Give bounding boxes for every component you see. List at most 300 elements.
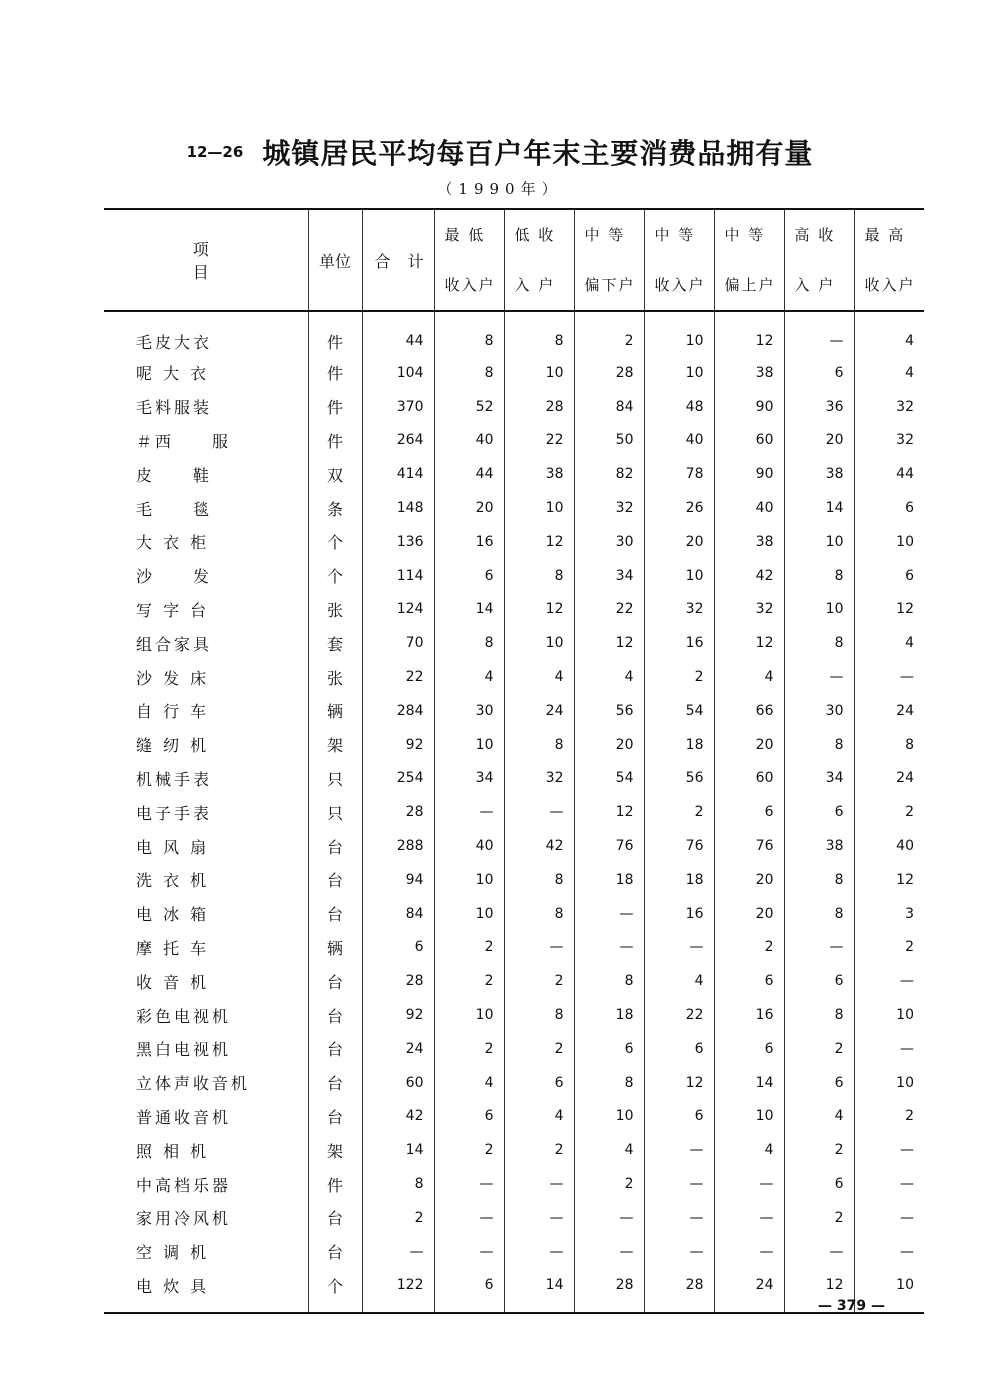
header-lower-middle-income bbox=[574, 209, 644, 311]
item-value: 18 bbox=[644, 863, 714, 897]
header-line2: 偏下户 bbox=[584, 276, 636, 294]
table-row bbox=[104, 1235, 924, 1269]
item-value: 82 bbox=[574, 457, 644, 491]
item-value: 18 bbox=[574, 863, 644, 897]
item-value: — bbox=[574, 1235, 644, 1269]
item-total: 414 bbox=[362, 457, 434, 491]
item-value: — bbox=[784, 931, 854, 965]
item-name: 电子手表 bbox=[136, 803, 213, 823]
item-value: 2 bbox=[854, 795, 924, 829]
item-total: 24 bbox=[362, 1032, 434, 1066]
item-total: 136 bbox=[362, 525, 434, 559]
item-value: 24 bbox=[854, 694, 924, 728]
item-value: 10 bbox=[434, 728, 504, 762]
item-total: 28 bbox=[362, 795, 434, 829]
item-value: 12 bbox=[854, 863, 924, 897]
item-value: 38 bbox=[784, 457, 854, 491]
item-value: 2 bbox=[504, 1032, 574, 1066]
item-value: 2 bbox=[644, 795, 714, 829]
item-name: 家用冷风机 bbox=[136, 1209, 232, 1229]
header-line2: 收入户 bbox=[444, 276, 496, 294]
item-value: — bbox=[784, 660, 854, 694]
item-unit: 只 bbox=[308, 795, 362, 829]
item-value: 32 bbox=[714, 593, 784, 627]
item-value: 8 bbox=[574, 964, 644, 998]
item-value: 6 bbox=[434, 1100, 504, 1134]
item-unit: 条 bbox=[308, 491, 362, 525]
item-total: 264 bbox=[362, 424, 434, 458]
item-value: 8 bbox=[854, 728, 924, 762]
item-value: 50 bbox=[574, 424, 644, 458]
item-name: 洗 衣 机 bbox=[136, 871, 210, 891]
item-value: 6 bbox=[714, 964, 784, 998]
item-unit: 台 bbox=[308, 1066, 362, 1100]
header-line2: 入 户 bbox=[794, 276, 836, 294]
table-row bbox=[104, 593, 924, 627]
item-value: 48 bbox=[644, 390, 714, 424]
item-value: 2 bbox=[714, 931, 784, 965]
item-value: — bbox=[504, 1167, 574, 1201]
item-value: 28 bbox=[574, 1269, 644, 1314]
item-name: 彩色电视机 bbox=[136, 1006, 232, 1026]
item-total: 104 bbox=[362, 356, 434, 390]
item-value: — bbox=[714, 1201, 784, 1235]
item-unit: 个 bbox=[308, 559, 362, 593]
item-total: 84 bbox=[362, 897, 434, 931]
item-value: — bbox=[644, 1235, 714, 1269]
item-value: 22 bbox=[504, 424, 574, 458]
item-total: 148 bbox=[362, 491, 434, 525]
item-value: 26 bbox=[644, 491, 714, 525]
item-value: 4 bbox=[854, 311, 924, 356]
item-value: 30 bbox=[784, 694, 854, 728]
item-value: — bbox=[504, 1235, 574, 1269]
table-row bbox=[104, 1100, 924, 1134]
item-value: 6 bbox=[784, 964, 854, 998]
item-name: 缝 纫 机 bbox=[136, 736, 210, 756]
header-line1: 最 低 bbox=[444, 226, 486, 244]
item-value: 8 bbox=[504, 998, 574, 1032]
item-value: 20 bbox=[574, 728, 644, 762]
item-value: 40 bbox=[644, 424, 714, 458]
item-name: 大 衣 柜 bbox=[136, 533, 210, 553]
item-value: 4 bbox=[574, 660, 644, 694]
header-line2: 收入户 bbox=[654, 276, 706, 294]
item-value: 20 bbox=[714, 863, 784, 897]
header-line1: 最 高 bbox=[864, 226, 906, 244]
header-highest-income bbox=[854, 209, 924, 311]
item-value: — bbox=[434, 1201, 504, 1235]
item-name: 立体声收音机 bbox=[136, 1074, 251, 1094]
item-value: 12 bbox=[504, 593, 574, 627]
item-total: 122 bbox=[362, 1269, 434, 1314]
item-value: 2 bbox=[434, 1133, 504, 1167]
item-name: 空 调 机 bbox=[136, 1243, 210, 1263]
table-row bbox=[104, 762, 924, 796]
item-value: — bbox=[854, 1032, 924, 1066]
item-value: 6 bbox=[644, 1100, 714, 1134]
item-value: 8 bbox=[504, 897, 574, 931]
item-value: 24 bbox=[714, 1269, 784, 1314]
item-total: 44 bbox=[362, 311, 434, 356]
item-value: 12 bbox=[854, 593, 924, 627]
item-value: 8 bbox=[504, 863, 574, 897]
item-value: 12 bbox=[714, 311, 784, 356]
item-value: 10 bbox=[784, 593, 854, 627]
table-body bbox=[104, 311, 924, 1313]
item-unit: 件 bbox=[308, 390, 362, 424]
header-line1: 高 收 bbox=[794, 226, 836, 244]
item-unit: 台 bbox=[308, 1100, 362, 1134]
item-total: 370 bbox=[362, 390, 434, 424]
item-value: — bbox=[784, 311, 854, 356]
item-value: 6 bbox=[854, 491, 924, 525]
table-row bbox=[104, 998, 924, 1032]
item-value: 16 bbox=[644, 626, 714, 660]
item-value: 20 bbox=[714, 728, 784, 762]
item-unit: 台 bbox=[308, 998, 362, 1032]
item-value: 2 bbox=[854, 1100, 924, 1134]
item-unit: 台 bbox=[308, 897, 362, 931]
header-line1: 中 等 bbox=[724, 226, 766, 244]
item-value: 32 bbox=[854, 390, 924, 424]
item-value: 2 bbox=[784, 1032, 854, 1066]
item-value: 8 bbox=[784, 559, 854, 593]
item-value: 2 bbox=[574, 1167, 644, 1201]
header-line2: 收入户 bbox=[864, 276, 916, 294]
item-value: 4 bbox=[714, 660, 784, 694]
item-value: — bbox=[644, 1133, 714, 1167]
item-value: 6 bbox=[784, 1167, 854, 1201]
item-value: 6 bbox=[644, 1032, 714, 1066]
item-value: 4 bbox=[784, 1100, 854, 1134]
item-value: 10 bbox=[784, 525, 854, 559]
item-unit: 只 bbox=[308, 762, 362, 796]
item-value: 18 bbox=[644, 728, 714, 762]
item-value: 40 bbox=[434, 424, 504, 458]
item-value: — bbox=[574, 1201, 644, 1235]
item-name: 毛皮大衣 bbox=[136, 332, 213, 352]
item-value: — bbox=[504, 931, 574, 965]
table-row bbox=[104, 1167, 924, 1201]
item-name: 电 冰 箱 bbox=[136, 905, 210, 925]
table-row bbox=[104, 694, 924, 728]
item-value: 32 bbox=[644, 593, 714, 627]
consumer-goods-table bbox=[104, 208, 924, 1314]
item-value: 6 bbox=[434, 1269, 504, 1314]
item-value: — bbox=[854, 660, 924, 694]
table-row bbox=[104, 931, 924, 965]
item-value: — bbox=[574, 931, 644, 965]
item-value: 18 bbox=[574, 998, 644, 1032]
item-value: 6 bbox=[714, 1032, 784, 1066]
header-item: 项 目 bbox=[104, 209, 308, 311]
header-total: 合 计 bbox=[362, 209, 434, 311]
table-row bbox=[104, 897, 924, 931]
item-value: 6 bbox=[714, 795, 784, 829]
item-value: — bbox=[434, 1235, 504, 1269]
item-name: 沙 发 bbox=[136, 567, 213, 587]
item-value: 10 bbox=[434, 863, 504, 897]
item-value: 4 bbox=[504, 1100, 574, 1134]
item-unit: 件 bbox=[308, 311, 362, 356]
header-line1: 中 等 bbox=[654, 226, 696, 244]
item-value: 8 bbox=[784, 626, 854, 660]
item-value: 6 bbox=[784, 1066, 854, 1100]
item-value: 60 bbox=[714, 424, 784, 458]
item-total: 284 bbox=[362, 694, 434, 728]
item-unit: 台 bbox=[308, 1032, 362, 1066]
item-value: 20 bbox=[784, 424, 854, 458]
item-value: 42 bbox=[714, 559, 784, 593]
table-title-text: 城镇居民平均每百户年末主要消费品拥有量 bbox=[262, 137, 814, 170]
item-unit: 双 bbox=[308, 457, 362, 491]
table-row bbox=[104, 863, 924, 897]
item-value: 14 bbox=[434, 593, 504, 627]
item-value: 32 bbox=[854, 424, 924, 458]
item-value: — bbox=[434, 795, 504, 829]
item-value: 22 bbox=[574, 593, 644, 627]
item-name: 黑白电视机 bbox=[136, 1040, 232, 1060]
item-value: 52 bbox=[434, 390, 504, 424]
item-unit: 张 bbox=[308, 593, 362, 627]
item-value: — bbox=[644, 1201, 714, 1235]
item-value: — bbox=[434, 1167, 504, 1201]
item-total: 28 bbox=[362, 964, 434, 998]
item-value: 56 bbox=[644, 762, 714, 796]
item-value: 54 bbox=[644, 694, 714, 728]
item-value: — bbox=[574, 897, 644, 931]
table-row bbox=[104, 390, 924, 424]
item-name: 机械手表 bbox=[136, 769, 213, 789]
item-value: 28 bbox=[574, 356, 644, 390]
item-value: 20 bbox=[714, 897, 784, 931]
item-unit: 架 bbox=[308, 728, 362, 762]
item-value: 4 bbox=[854, 626, 924, 660]
item-value: 4 bbox=[714, 1133, 784, 1167]
item-value: 54 bbox=[574, 762, 644, 796]
item-value: 24 bbox=[504, 694, 574, 728]
table-row bbox=[104, 964, 924, 998]
item-total: 92 bbox=[362, 728, 434, 762]
item-value: 6 bbox=[574, 1032, 644, 1066]
item-value: — bbox=[714, 1235, 784, 1269]
item-value: 28 bbox=[644, 1269, 714, 1314]
item-value: 34 bbox=[784, 762, 854, 796]
item-name: 写 字 台 bbox=[136, 600, 210, 620]
item-name: 电 风 扇 bbox=[136, 837, 210, 857]
item-unit: 张 bbox=[308, 660, 362, 694]
item-value: 38 bbox=[784, 829, 854, 863]
header-middle-income bbox=[644, 209, 714, 311]
item-value: 12 bbox=[574, 626, 644, 660]
table-row bbox=[104, 491, 924, 525]
page-number: — 379 — bbox=[818, 1298, 885, 1314]
item-name: 摩 托 车 bbox=[136, 938, 210, 958]
item-unit: 辆 bbox=[308, 694, 362, 728]
item-value: 4 bbox=[504, 660, 574, 694]
item-value: 16 bbox=[644, 897, 714, 931]
item-value: 10 bbox=[504, 626, 574, 660]
item-value: 76 bbox=[644, 829, 714, 863]
item-value: 8 bbox=[504, 728, 574, 762]
item-value: — bbox=[854, 1201, 924, 1235]
item-total: 114 bbox=[362, 559, 434, 593]
item-value: 44 bbox=[434, 457, 504, 491]
item-value: 10 bbox=[644, 356, 714, 390]
table-row bbox=[104, 795, 924, 829]
item-unit: 台 bbox=[308, 863, 362, 897]
item-value: 76 bbox=[574, 829, 644, 863]
table-title bbox=[0, 132, 1000, 172]
item-value: — bbox=[854, 964, 924, 998]
item-value: — bbox=[854, 1235, 924, 1269]
item-value: 10 bbox=[644, 311, 714, 356]
header-line1: 中 等 bbox=[584, 226, 626, 244]
item-value: 90 bbox=[714, 457, 784, 491]
item-value: 10 bbox=[574, 1100, 644, 1134]
item-value: 42 bbox=[504, 829, 574, 863]
item-value: 44 bbox=[854, 457, 924, 491]
item-value: 36 bbox=[784, 390, 854, 424]
item-value: 40 bbox=[434, 829, 504, 863]
item-total: — bbox=[362, 1235, 434, 1269]
item-name: 照 相 机 bbox=[136, 1141, 210, 1161]
item-total: 42 bbox=[362, 1100, 434, 1134]
item-unit: 台 bbox=[308, 1201, 362, 1235]
item-unit: 架 bbox=[308, 1133, 362, 1167]
item-total: 92 bbox=[362, 998, 434, 1032]
table-row bbox=[104, 525, 924, 559]
item-value: — bbox=[644, 931, 714, 965]
item-value: 6 bbox=[854, 559, 924, 593]
item-value: 12 bbox=[574, 795, 644, 829]
item-value: 20 bbox=[644, 525, 714, 559]
item-total: 94 bbox=[362, 863, 434, 897]
table-row bbox=[104, 829, 924, 863]
header-upper-middle-income bbox=[714, 209, 784, 311]
item-value: 30 bbox=[574, 525, 644, 559]
item-value: 8 bbox=[504, 311, 574, 356]
table-row bbox=[104, 1066, 924, 1100]
item-value: 6 bbox=[784, 356, 854, 390]
header-line1: 低 收 bbox=[514, 226, 556, 244]
item-value: 10 bbox=[644, 559, 714, 593]
item-unit: 台 bbox=[308, 1235, 362, 1269]
item-value: 10 bbox=[714, 1100, 784, 1134]
item-value: 2 bbox=[504, 1133, 574, 1167]
item-value: 12 bbox=[714, 626, 784, 660]
item-value: 30 bbox=[434, 694, 504, 728]
table-row bbox=[104, 1133, 924, 1167]
item-unit: 台 bbox=[308, 829, 362, 863]
item-value: 12 bbox=[784, 1269, 854, 1314]
header-line2: 入 户 bbox=[514, 276, 556, 294]
item-value: 2 bbox=[854, 931, 924, 965]
item-name: 沙 发 床 bbox=[136, 668, 210, 688]
item-value: 24 bbox=[854, 762, 924, 796]
item-value: 12 bbox=[644, 1066, 714, 1100]
item-value: 28 bbox=[504, 390, 574, 424]
table-row bbox=[104, 424, 924, 458]
item-total: 8 bbox=[362, 1167, 434, 1201]
table-row bbox=[104, 559, 924, 593]
item-value: 14 bbox=[504, 1269, 574, 1314]
item-value: 84 bbox=[574, 390, 644, 424]
item-value: 38 bbox=[504, 457, 574, 491]
item-value: 2 bbox=[784, 1201, 854, 1235]
item-value: 16 bbox=[714, 998, 784, 1032]
item-value: 60 bbox=[714, 762, 784, 796]
item-value: 8 bbox=[784, 863, 854, 897]
item-name: 毛料服装 bbox=[136, 398, 213, 418]
item-value: 10 bbox=[504, 491, 574, 525]
item-total: 14 bbox=[362, 1133, 434, 1167]
item-value: 8 bbox=[784, 897, 854, 931]
item-value: 10 bbox=[854, 1066, 924, 1100]
item-value: 76 bbox=[714, 829, 784, 863]
item-value: 14 bbox=[714, 1066, 784, 1100]
item-value: 10 bbox=[434, 897, 504, 931]
item-unit: 辆 bbox=[308, 931, 362, 965]
header-low-income bbox=[504, 209, 574, 311]
item-value: — bbox=[854, 1167, 924, 1201]
item-value: 78 bbox=[644, 457, 714, 491]
item-unit: 件 bbox=[308, 1167, 362, 1201]
item-value: 14 bbox=[784, 491, 854, 525]
item-value: 4 bbox=[574, 1133, 644, 1167]
item-value: 6 bbox=[434, 559, 504, 593]
item-value: 20 bbox=[434, 491, 504, 525]
item-unit: 件 bbox=[308, 424, 362, 458]
table-number: 12—26 bbox=[186, 143, 244, 161]
item-value: 8 bbox=[784, 998, 854, 1032]
item-value: — bbox=[854, 1133, 924, 1167]
item-value: 40 bbox=[854, 829, 924, 863]
item-value: 8 bbox=[784, 728, 854, 762]
item-name: 收 音 机 bbox=[136, 972, 210, 992]
item-value: 8 bbox=[504, 559, 574, 593]
item-value: 12 bbox=[504, 525, 574, 559]
item-value: 38 bbox=[714, 356, 784, 390]
item-value: — bbox=[714, 1167, 784, 1201]
header-high-income bbox=[784, 209, 854, 311]
item-value: 66 bbox=[714, 694, 784, 728]
item-value: 10 bbox=[504, 356, 574, 390]
item-value: 8 bbox=[574, 1066, 644, 1100]
item-value: 10 bbox=[434, 998, 504, 1032]
table-row bbox=[104, 1201, 924, 1235]
item-name: 自 行 车 bbox=[136, 702, 210, 722]
item-value: 32 bbox=[504, 762, 574, 796]
item-value: 38 bbox=[714, 525, 784, 559]
item-value: 90 bbox=[714, 390, 784, 424]
item-name: 普通收音机 bbox=[136, 1107, 232, 1127]
item-value: 4 bbox=[644, 964, 714, 998]
item-name: ＃西 服 bbox=[136, 431, 232, 451]
item-value: — bbox=[504, 795, 574, 829]
item-total: 6 bbox=[362, 931, 434, 965]
item-unit: 个 bbox=[308, 1269, 362, 1314]
item-name: 皮 鞋 bbox=[136, 465, 213, 485]
item-value: — bbox=[504, 1201, 574, 1235]
item-value: — bbox=[784, 1235, 854, 1269]
table-row bbox=[104, 1269, 924, 1314]
item-value: 4 bbox=[434, 1066, 504, 1100]
table-row bbox=[104, 457, 924, 491]
item-value: 2 bbox=[644, 660, 714, 694]
item-name: 呢 大 衣 bbox=[136, 364, 210, 384]
